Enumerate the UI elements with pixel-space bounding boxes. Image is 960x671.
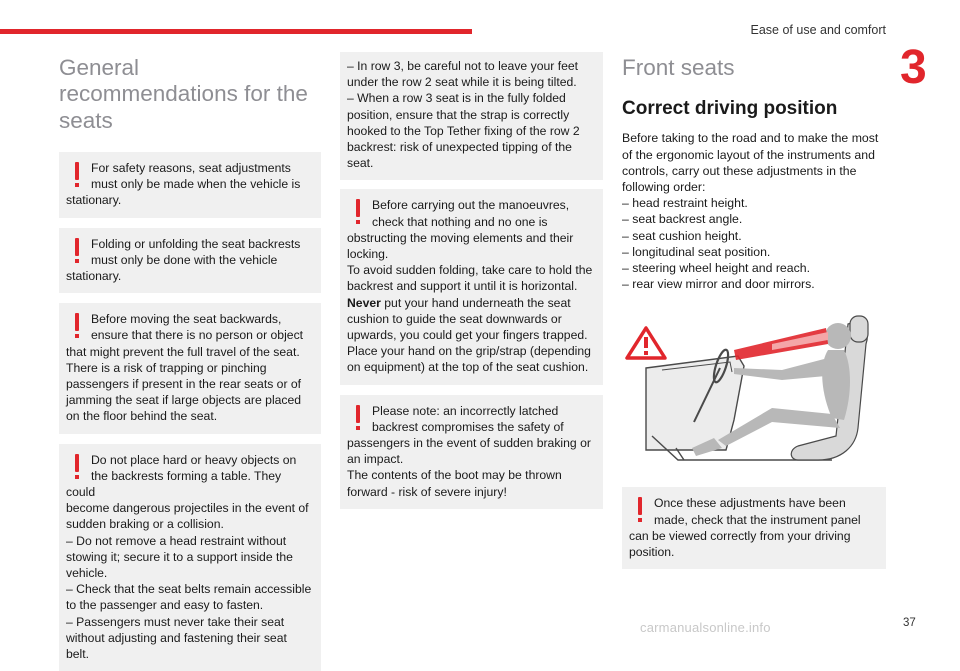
warning-text: Please note: an incorrectly latched backrest compromises the safety of passengers in the event of sudden braking or an impact. The contents of the boot may be thrown forward - risk of severe injury! (347, 403, 591, 499)
warning-icon (66, 454, 88, 482)
warning-box (59, 444, 321, 671)
header-accent-bar (0, 29, 472, 34)
warning-text: For safety reasons, seat adjustments must only be made when the vehicle is stationary. (66, 160, 301, 208)
warning-text: Once these adjustments have been made, check that the instrument panel can be viewed correctly from your driving position. (629, 496, 861, 559)
chapter-number: 3 (900, 41, 927, 94)
warning-icon (347, 405, 369, 433)
warning-box (59, 152, 321, 218)
warning-text: Before moving the seat backwards, ensure that there is no person or object that might prevent the full travel of the seat. There is a risk of trapping or pinching passengers if present in the rear seats or of jamming the seat if large objects are placed on the floor behind the seat. (66, 312, 304, 424)
warning-box (340, 189, 603, 384)
warning-triangle-icon (627, 328, 665, 358)
warning-box (59, 303, 321, 433)
warning-icon (66, 238, 88, 266)
driving-position-illustration (622, 310, 886, 470)
heading-front-seats: Front seats (622, 55, 735, 80)
driving-position-instructions: Before taking to the road and to make the most of the ergonomic layout of the instruments and controls, carry out these adjustments in the following order: – head restraint height. – seat backrest angle. – seat cushion height. – longitudinal seat position. – steering wheel height and reach. – rear view mirror and door mirrors. (622, 131, 879, 292)
warning-continued-text: – In row 3, be careful not to leave your feet under the row 2 seat while it is being tilted. – When a row 3 seat is in the fully folded position, ensure that the strap is correctly hooked to the Top Tether fixing of the row 2 backrest: risk of unexpected tipping of the seat. (340, 52, 603, 180)
warning-icon (629, 497, 651, 525)
warning-text: Folding or unfolding the seat backrests must only be done with the vehicle stationary. (66, 236, 301, 283)
page-number: 37 (903, 617, 916, 629)
column-general-recommendations (59, 52, 321, 671)
subheading-driving-position: Correct driving position (622, 98, 838, 120)
section-title: Ease of use and comfort (750, 23, 886, 37)
watermark: carmanualsonline.info (640, 620, 771, 635)
heading-general-recommendations: General recommendations for the seats (59, 55, 308, 133)
warning-text: Do not place hard or heavy objects on the backrests forming a table. They could become dangerous projectiles in the event of sudden braking or a collision. – Do not remove a head restraint without stowing it; secure it to a support inside the vehicle. – Check that the seat belts remain accessible to the passenger and easy to fasten. – Passengers must never take their seat without adjusting and fastening their seat belt. (66, 452, 312, 662)
warning-icon (66, 313, 88, 341)
column-front-seats (622, 52, 886, 569)
never-emphasis: Never (347, 295, 381, 310)
warning-icon (66, 162, 88, 190)
warning-box (340, 395, 603, 509)
warning-text: Before carrying out the manoeuvres, check that nothing and no one is obstructing the moving elements and their locking. To avoid sudden folding, take care to hold the backrest and support it until it is horizontal. Never put your hand underneath the seat cushion to guide the seat downwards or upwards, you could get your fingers trapped. Place your hand on the grip/strap (depending on equipment) at the top of the seat cushion. (347, 198, 593, 375)
column-seat-warnings (340, 52, 603, 509)
warning-icon (347, 199, 369, 227)
warning-box (59, 228, 321, 294)
warning-box (622, 487, 886, 569)
